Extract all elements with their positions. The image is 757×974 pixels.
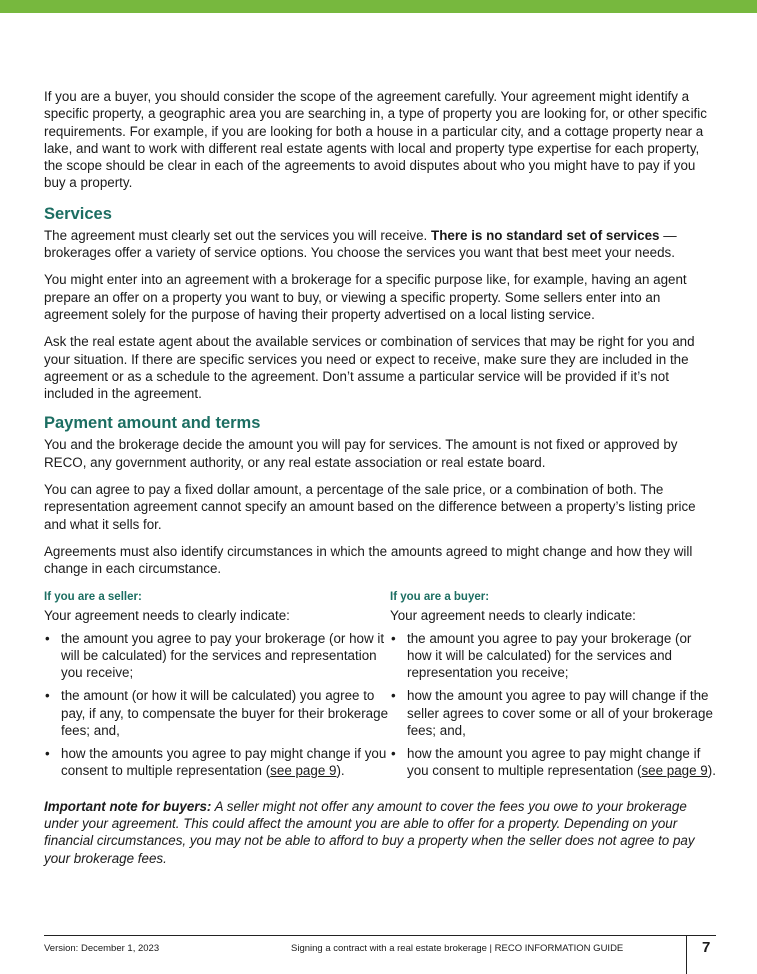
- services-heading: Services: [44, 204, 112, 223]
- payment-paragraph-2: You can agree to pay a fixed dollar amount, a percentage of the sale price, or a combination of both. The representation agreement cannot specify an amount based on the difference between a property’s listing price and what it sells for.: [44, 482, 696, 532]
- buyer-bullet-1: • the amount you agree to pay your brokerage (or how it will be calculated) for the services and representation you receive;: [390, 630, 716, 682]
- buyer-bullet-2: • how the amount you agree to pay will change if the seller agrees to cover some or all of your brokerage fees; and,: [390, 687, 716, 739]
- intro-paragraph: If you are a buyer, you should consider the scope of the agreement carefully. Your agreement might identify a specific property, a geographic area you are searching in, a type of property you are looking for, or other specific requirements. For example, if you are looking for both a house in a particular city, and a cottage property near a lake, and want to work with different real estate agents with local and property type expertise for each property, the scope should be clear in each of the agreements to avoid disputes about who you might have to pay if you buy a property.: [44, 89, 707, 191]
- page-number: 7: [702, 939, 711, 956]
- seller-b3-text: how the amounts you agree to pay might change if you consent to multiple representation (: [61, 745, 387, 778]
- seller-bullet-3: [44, 745, 390, 780]
- buyer-b3-text: how the amount you agree to pay might change if you consent to multiple representation (: [407, 745, 701, 778]
- buyer-column: [390, 590, 716, 785]
- important-note-label: Important note for buyers:: [44, 798, 212, 814]
- buyer-b3-end: ).: [707, 762, 716, 778]
- important-note: [44, 798, 716, 867]
- footer-version: Version: December 1, 2023: [44, 943, 160, 954]
- payment-paragraph-1: You and the brokerage decide the amount you will pay for services. The amount is not fixed or approved by RECO, any government authority, or any real estate association or real estate board.: [44, 437, 678, 470]
- buyer-heading: If you are a buyer:: [390, 590, 490, 603]
- buyer-bullet-3: [390, 745, 716, 780]
- seller-bullet-1: • the amount you agree to pay your brokerage (or how it will be calculated) for the services and representation you receive;: [44, 630, 390, 682]
- important-note-text: A seller might not offer any amount to cover the fees you owe to your brokerage under your agreement. This could affect the amount you are able to offer for a property. Depending on your financial circumstances, you may not be able to afford to buy a property when the seller does not agree to pay your brokerage fees.: [44, 798, 695, 866]
- payment-paragraph-3: Agreements must also identify circumstances in which the amounts agreed to might change and how they will change in each circumstance.: [44, 543, 693, 577]
- seller-list: [44, 630, 390, 779]
- seller-bullet-2: • the amount (or how it will be calculated) you agree to pay, if any, to compensate the buyer for their brokerage fees; and,: [44, 687, 390, 739]
- seller-heading: If you are a seller:: [44, 590, 142, 603]
- footer-guide-title: Signing a contract with a real estate brokerage | RECO INFORMATION GUIDE: [291, 943, 624, 954]
- top-accent-bar: [0, 0, 757, 13]
- footer-divider: [686, 936, 687, 974]
- page-content: [44, 88, 716, 867]
- seller-intro: Your agreement needs to clearly indicate:: [44, 607, 290, 623]
- seller-column: [44, 590, 390, 785]
- services-p1-end: — brokerages offer a variety of service options. You choose the services you want that best meet your needs.: [44, 227, 677, 261]
- page-footer: [44, 935, 716, 974]
- services-paragraph-1: [44, 227, 716, 262]
- services-p1-start: The agreement must clearly set out the services you will receive.: [44, 227, 428, 243]
- seller-see-page-link[interactable]: see page 9: [270, 762, 337, 778]
- buyer-see-page-link[interactable]: see page 9: [641, 762, 708, 778]
- payment-heading: Payment amount and terms: [44, 414, 261, 433]
- services-paragraph-3: Ask the real estate agent about the available services or combination of services that may be right for you and your situation. If there are specific services you need or expect to receive, make sure they are included in the agreement or as a schedule to the agreement. Don’t assume a particular service will be provided if it’s not included in the agreement.: [44, 334, 695, 402]
- buyer-intro: Your agreement needs to clearly indicate:: [390, 607, 636, 623]
- services-p1-bold: There is no standard set of services: [431, 227, 660, 243]
- seller-buyer-columns: [44, 590, 716, 785]
- services-paragraph-2: You might enter into an agreement with a brokerage for a specific purpose like, for example, having an agent prepare an offer on a property you want to buy, or viewing a specific property. Some sellers enter into an agreement solely for the purpose of having their property advertised on a local listing service.: [44, 272, 687, 322]
- buyer-list: [390, 630, 716, 779]
- seller-b3-end: ).: [336, 762, 345, 778]
